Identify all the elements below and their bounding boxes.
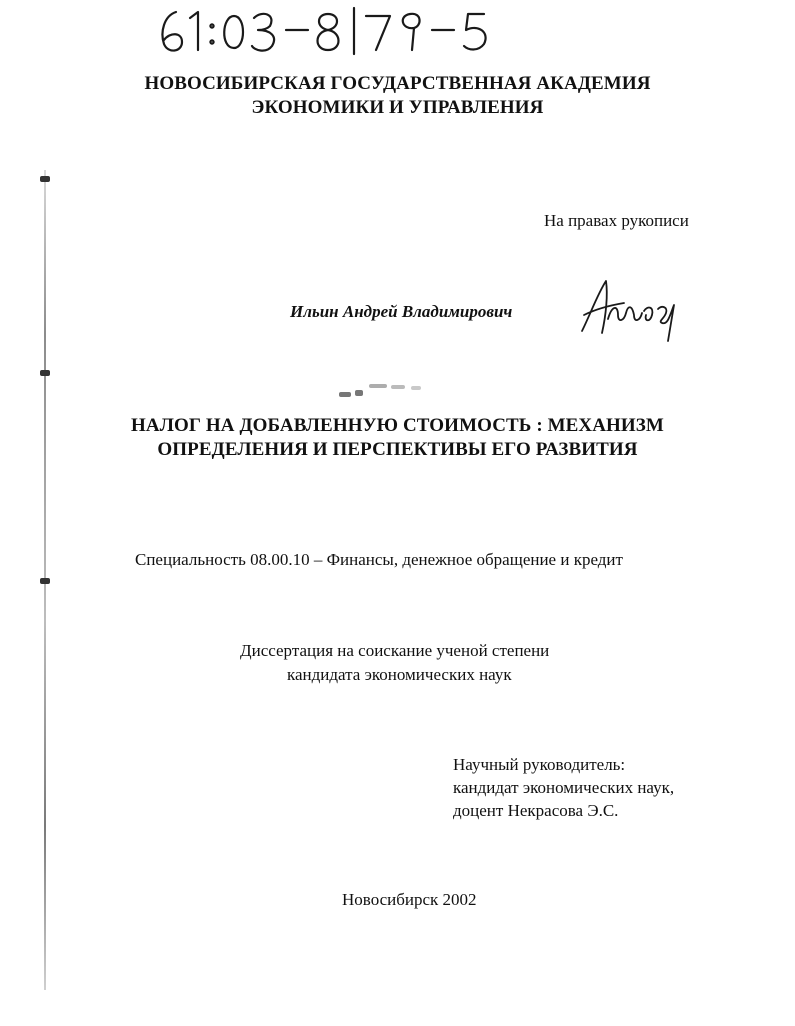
degree-line1: Диссертация на соискание ученой степени <box>240 641 550 660</box>
scan-edge-mark <box>40 370 50 376</box>
scan-edge-mark <box>40 578 50 584</box>
institution-name-line2: ЭКОНОМИКИ И УПРАВЛЕНИЯ <box>251 97 544 118</box>
manuscript-note: На правах рукописи <box>544 211 689 230</box>
city-year: Новосибирск 2002 <box>342 890 477 909</box>
supervisor-degree: кандидат экономических наук, <box>453 778 675 797</box>
supervisor-label: Научный руководитель: <box>453 755 626 774</box>
supervisor-name: доцент Некрасова Э.С. <box>453 801 619 820</box>
thesis-title-line2: ОПРЕДЕЛЕНИЯ И ПЕРСПЕКТИВЫ ЕГО РАЗВИТИЯ <box>157 439 638 460</box>
institution-name-line1: НОВОСИБИРСКАЯ ГОСУДАРСТВЕННАЯ АКАДЕМИЯ <box>144 73 651 94</box>
author-signature <box>572 275 682 343</box>
degree-line2: кандидата экономических наук <box>287 665 512 684</box>
thesis-title-line1: НАЛОГ НА ДОБАВЛЕННУЮ СТОИМОСТЬ : МЕХАНИЗМ <box>131 415 664 436</box>
author-name: Ильин Андрей Владимирович <box>290 302 513 321</box>
stamp-smudge <box>335 380 435 402</box>
specialty: Специальность 08.00.10 – Финансы, денежное обращение и кредит <box>135 550 623 569</box>
scan-edge-mark <box>40 176 50 182</box>
archive-number-handwriting <box>150 4 510 56</box>
